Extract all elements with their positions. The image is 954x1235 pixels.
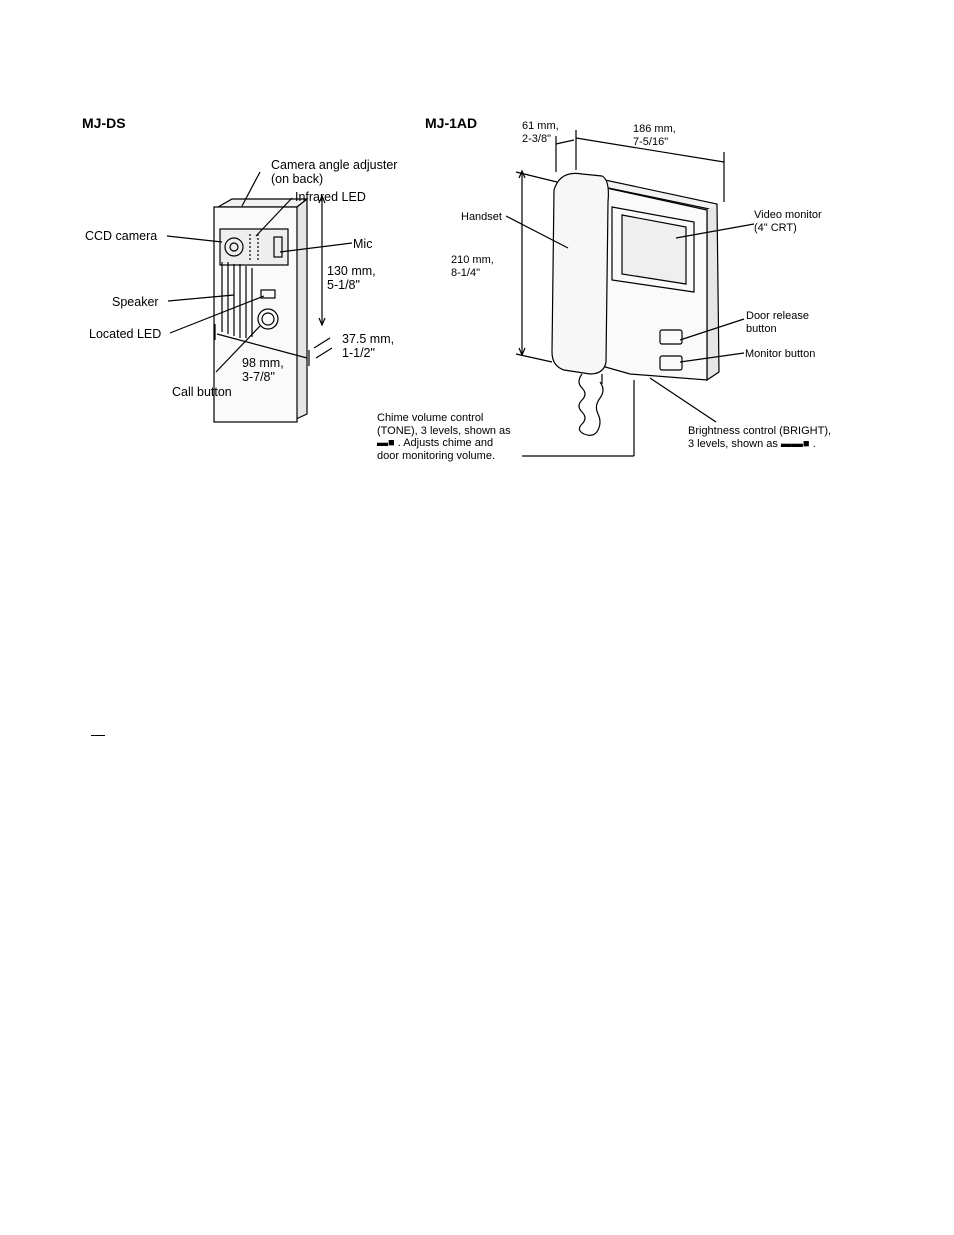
mic-label: Mic	[353, 237, 373, 251]
call-button-label: Call button	[172, 385, 232, 399]
monitor-drawing	[506, 130, 754, 456]
speaker-label: Speaker	[112, 295, 159, 309]
stray-dash-mark	[91, 735, 105, 736]
handset-drawing	[552, 173, 608, 374]
located-led-label: Located LED	[89, 327, 162, 341]
video-monitor-label: Video monitor (4" CRT)	[754, 209, 822, 234]
line-drawings	[82, 112, 842, 462]
monitor-height-label: 210 mm, 8-1/4"	[451, 254, 494, 279]
door-release-label: Door release button	[746, 310, 809, 335]
depth-dimension-label: 37.5 mm, 1-1/2"	[342, 332, 395, 360]
chime-volume-label: Chime volume control (TONE), 3 levels, shown as ▬■ . Adjusts chime and door monitoring volume.	[377, 412, 511, 462]
left-figure-title: MJ-DS	[82, 115, 126, 131]
monitor-button-label: Monitor button	[745, 348, 816, 360]
monitor-depth-label: 61 mm, 2-3/8"	[522, 120, 559, 145]
handset-cord	[579, 374, 603, 435]
monitor-width-label: 186 mm, 7-5/16"	[633, 123, 676, 148]
right-figure-title: MJ-1AD	[425, 115, 478, 131]
brightness-control-label: Brightness control (BRIGHT), 3 levels, shown as ▬▬■ .	[688, 425, 832, 450]
width-dimension-label: 98 mm, 3-7/8"	[242, 356, 284, 384]
infrared-led-label: Infrared LED	[295, 190, 366, 204]
camera-angle-adjuster-label: Camera angle adjuster (on back)	[271, 158, 398, 186]
handset-label: Handset	[461, 211, 502, 223]
height-dimension-label: 130 mm, 5-1/8"	[327, 264, 376, 292]
ccd-camera-label: CCD camera	[85, 229, 158, 243]
product-illustrations	[82, 112, 842, 462]
